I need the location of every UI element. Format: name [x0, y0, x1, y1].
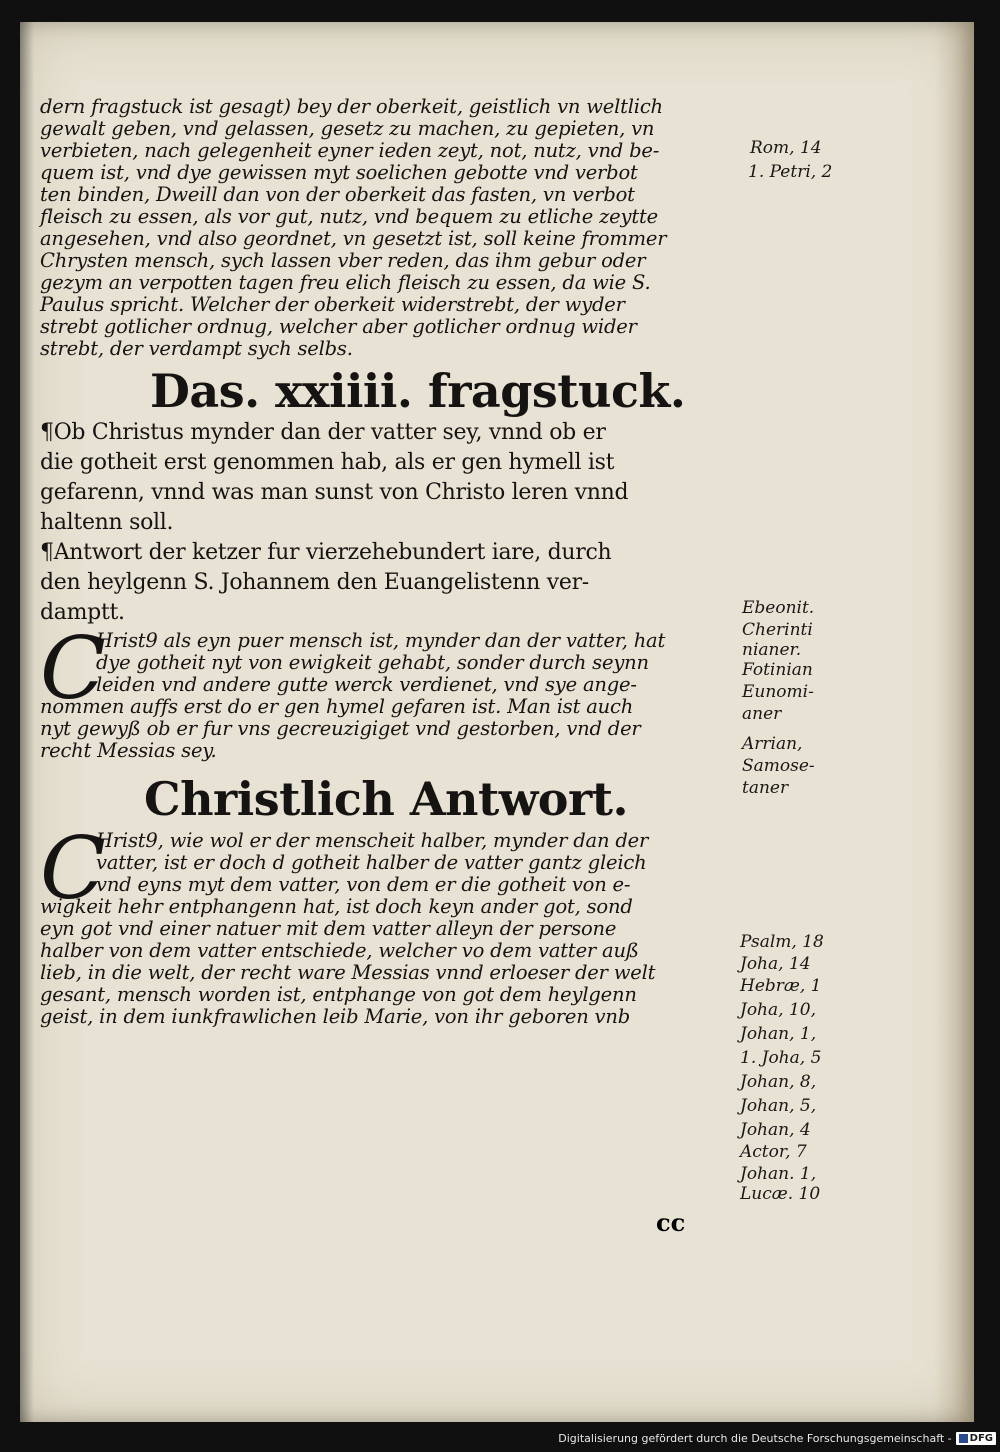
- text-line: recht Messias sey.: [40, 739, 217, 762]
- margin-note: Joha, 10,: [740, 1000, 816, 1020]
- text-line: gewalt geben, vnd gelassen, gesetz zu machen, zu gepieten, vn: [40, 117, 655, 140]
- margin-note: Actor, 7: [740, 1142, 807, 1162]
- text-line: vatter, ist er doch d gotheit halber de vatter gantz gleich: [96, 851, 647, 874]
- credit-text: Digitalisierung gefördert durch die Deutsche Forschungsgemeinschaft -: [558, 1431, 952, 1445]
- text-line: gezym an verpotten tagen freu elich fleisch zu essen, da wie S.: [40, 271, 651, 294]
- text-line: dern fragstuck ist gesagt) bey der oberkeit, geistlich vn weltlich: [40, 95, 663, 118]
- heretic-answer-block: [40, 538, 740, 628]
- page-binding-shadow: [20, 22, 34, 1422]
- drop-cap-initial: C: [40, 619, 106, 719]
- chapter-heading: Das. xxiiii. fragstuck.: [150, 364, 686, 418]
- page-edge-stain: [934, 22, 974, 1422]
- text-line: wigkeit hehr entphangenn hat, ist doch keyn ander got, sond: [40, 895, 633, 918]
- drop-cap-initial: C: [40, 819, 106, 919]
- text-line: strebt gotlicher ordnug, welcher aber gotlicher ordnug wider: [40, 315, 637, 338]
- heretic-doctrine-paragraph: [40, 619, 740, 762]
- margin-note: Johan, 5,: [740, 1096, 817, 1116]
- section-heading: Christlich Antwort.: [144, 772, 628, 826]
- text-line: Chrysten mensch, sych lassen vber reden, das ihm gebur oder: [40, 249, 646, 272]
- text-line: quem ist, vnd dye gewissen myt soelichen gebotte vnd verbot: [40, 161, 638, 184]
- text-line: Hrist9 als eyn puer mensch ist, mynder dan der vatter, hat: [96, 629, 666, 652]
- question-block: [40, 418, 740, 538]
- main-text-column: [40, 96, 740, 1028]
- text-line: leiden vnd andere gutte werck verdienet, vnd sye ange-: [96, 673, 637, 696]
- text-line: dye gotheit nyt von ewigkeit gehabt, sonder durch seynn: [96, 651, 649, 674]
- text-line: geist, in dem iunkfrawlichen leib Marie, von ihr geboren vnb: [40, 1005, 631, 1028]
- margin-note: Fotinian: [742, 660, 813, 680]
- text-line: nommen auffs erst do er gen hymel gefaren ist. Man ist auch: [40, 695, 634, 718]
- margin-note: 1. Petri, 2: [748, 162, 833, 182]
- text-line: verbieten, nach gelegenheit eyner ieden zeyt, not, nutz, vnd be-: [40, 139, 660, 162]
- margin-note: Hebræ, 1: [740, 976, 822, 996]
- margin-note: Johan, 1,: [740, 1024, 817, 1044]
- signature-mark: cc: [656, 1208, 686, 1237]
- dfg-logo-text: DFG: [969, 1432, 993, 1444]
- text-line: damptt.: [40, 600, 125, 625]
- margin-note: Samose-: [742, 756, 815, 776]
- text-line: ¶Ob Christus mynder dan der vatter sey, vnnd ob er: [40, 420, 606, 445]
- text-line: ¶Antwort der ketzer fur vierzehebundert iare, durch: [40, 540, 612, 565]
- margin-note: Ebeonit.: [742, 598, 815, 618]
- dfg-logo: [956, 1432, 996, 1445]
- margin-note: nianer.: [742, 640, 802, 660]
- margin-note: taner: [742, 778, 789, 798]
- text-line: die gotheit erst genommen hab, als er gen hymell ist: [40, 450, 615, 475]
- margin-note: Arrian,: [742, 734, 803, 754]
- margin-note: Johan. 1,: [740, 1164, 817, 1184]
- margin-note: Rom, 14: [750, 138, 822, 158]
- text-line: strebt, der verdampt sych selbs.: [40, 337, 353, 360]
- text-line: eyn got vnd einer natuer mit dem vatter alleyn der persone: [40, 917, 617, 940]
- text-line: Paulus spricht. Welcher der oberkeit widerstrebt, der wyder: [40, 293, 625, 316]
- text-line: nyt gewyß ob er fur vns gecreuzigiget vnd gestorben, vnd der: [40, 717, 641, 740]
- margin-note: Lucæ. 10: [740, 1184, 821, 1204]
- text-line: ten binden, Dweill dan von der oberkeit das fasten, vn verbot: [40, 183, 635, 206]
- text-line: haltenn soll.: [40, 510, 174, 535]
- text-line: vnd eyns myt dem vatter, von dem er die gotheit von e-: [96, 873, 631, 896]
- text-block-1: [40, 96, 740, 360]
- text-line: fleisch zu essen, als vor gut, nutz, vnd bequem zu etliche zeytte: [40, 205, 658, 228]
- margin-note: 1. Joha, 5: [740, 1048, 822, 1068]
- digitization-credit: [558, 1428, 996, 1448]
- margin-note: Cherinti: [742, 620, 813, 640]
- margin-note: Eunomi-: [742, 682, 814, 702]
- book-page: [20, 22, 974, 1422]
- text-line: gesant, mensch worden ist, entphange von got dem heylgenn: [40, 983, 637, 1006]
- text-line: Hrist9, wie wol er der menscheit halber, mynder dan der: [96, 829, 649, 852]
- text-line: gefarenn, vnnd was man sunst von Christo leren vnnd: [40, 480, 629, 505]
- text-line: lieb, in die welt, der recht ware Messias vnnd erloeser der welt: [40, 961, 656, 984]
- text-line: halber von dem vatter entschiede, welcher vo dem vatter auß: [40, 939, 639, 962]
- margin-note: Johan, 4: [740, 1120, 811, 1140]
- margin-note: aner: [742, 704, 782, 724]
- margin-note: Joha, 14: [740, 954, 811, 974]
- margin-note: Psalm, 18: [740, 932, 824, 952]
- text-line: den heylgenn S. Johannem den Euangelistenn ver-: [40, 570, 589, 595]
- christian-answer-paragraph: [40, 819, 740, 1028]
- margin-note: Johan, 8,: [740, 1072, 817, 1092]
- dfg-logo-icon: [959, 1434, 968, 1443]
- text-line: angesehen, vnd also geordnet, vn gesetzt ist, soll keine frommer: [40, 227, 667, 250]
